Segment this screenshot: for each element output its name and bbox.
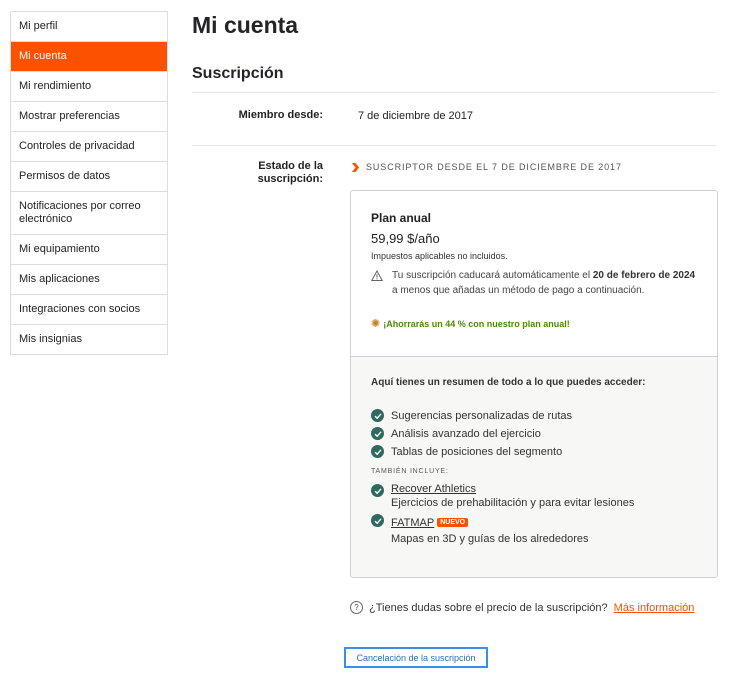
feature-list — [371, 409, 697, 458]
party-popper-icon: ✺ — [371, 318, 381, 330]
savings-note — [371, 317, 697, 330]
divider — [192, 145, 716, 146]
subscriber-status-text: SUSCRIPTOR DESDE EL 7 DE DICIEMBRE DE 2017 — [366, 162, 622, 172]
feature-item: Análisis avanzado del ejercicio — [371, 427, 697, 440]
check-icon — [371, 484, 384, 497]
pricing-question-text: ¿Tienes dudas sobre el precio de la suscripción? — [369, 601, 608, 614]
sidebar-item-notificaciones-correo[interactable]: Notificaciones por correo electrónico — [11, 192, 167, 235]
plan-card — [350, 190, 718, 578]
pricing-question — [350, 601, 694, 614]
page-title: Mi cuenta — [192, 12, 299, 38]
sidebar-item-mostrar-preferencias[interactable]: Mostrar preferencias — [11, 102, 167, 132]
check-icon — [371, 427, 384, 440]
expiry-warning-text: Tu suscripción caducará automáticamente el 20 de febrero de 2024 a menos que añadas un método de pago a continuación. — [392, 270, 696, 296]
check-icon — [371, 445, 384, 458]
sidebar-item-permisos-datos[interactable]: Permisos de datos — [11, 162, 167, 192]
section-title: Suscripción — [192, 65, 284, 82]
check-icon — [371, 409, 384, 422]
sidebar-item-mi-equipamiento[interactable]: Mi equipamiento — [11, 235, 167, 265]
member-since-label: Miembro desde: — [238, 109, 323, 121]
sidebar-item-mi-cuenta[interactable]: Mi cuenta — [11, 42, 167, 72]
feature-item: Tablas de posiciones del segmento — [371, 445, 697, 458]
sidebar-item-integraciones-socios[interactable]: Integraciones con socios — [11, 295, 167, 325]
divider — [192, 92, 716, 93]
fatmap-link[interactable]: FATMAP — [391, 517, 435, 529]
sidebar-item-mis-aplicaciones[interactable]: Mis aplicaciones — [11, 265, 167, 295]
cancel-subscription-button[interactable]: Cancelación de la suscripción — [344, 647, 488, 668]
sidebar-item-mis-insignias[interactable]: Mis insignias — [11, 325, 167, 355]
summary-title: Aquí tienes un resumen de todo a lo que puedes acceder: — [371, 377, 646, 388]
tax-note: Impuestos aplicables no incluidos. — [371, 251, 508, 261]
savings-text: ¡Ahorrarás un 44 % con nuestro plan anual! — [383, 318, 570, 329]
question-icon: ? — [350, 601, 363, 614]
sidebar-item-mi-rendimiento[interactable]: Mi rendimiento — [11, 72, 167, 102]
benefits-summary — [351, 357, 717, 578]
feature-item: Sugerencias personalizadas de rutas — [371, 409, 697, 422]
member-since-value: 7 de diciembre de 2017 — [358, 110, 473, 122]
also-includes-label: TAMBIÉN INCLUYE: — [371, 468, 449, 475]
extra-item-recover-athletics — [371, 483, 697, 509]
extra-description: Mapas en 3D y guías de los alrededores — [391, 533, 589, 545]
plan-details — [351, 191, 717, 357]
subscriber-status-badge — [351, 162, 622, 172]
expiry-warning — [371, 268, 697, 298]
chevron-right-icon — [351, 163, 360, 172]
sidebar-item-mi-perfil[interactable]: Mi perfil — [11, 12, 167, 42]
sidebar-item-controles-privacidad[interactable]: Controles de privacidad — [11, 132, 167, 162]
check-icon — [371, 514, 384, 527]
more-info-link[interactable]: Más información — [613, 601, 695, 614]
subscription-status-label: Estado de la suscripción: — [257, 160, 323, 185]
plan-name: Plan anual — [371, 211, 432, 225]
settings-sidebar — [10, 11, 168, 355]
new-badge: NUEVO — [437, 518, 468, 527]
recover-athletics-link[interactable]: Recover Athletics — [391, 483, 476, 495]
plan-price: 59,99 $/año — [371, 231, 440, 246]
warning-icon — [371, 270, 383, 282]
extra-item-fatmap — [371, 513, 697, 545]
extra-description: Ejercicios de prehabilitación y para evitar lesiones — [391, 497, 635, 509]
